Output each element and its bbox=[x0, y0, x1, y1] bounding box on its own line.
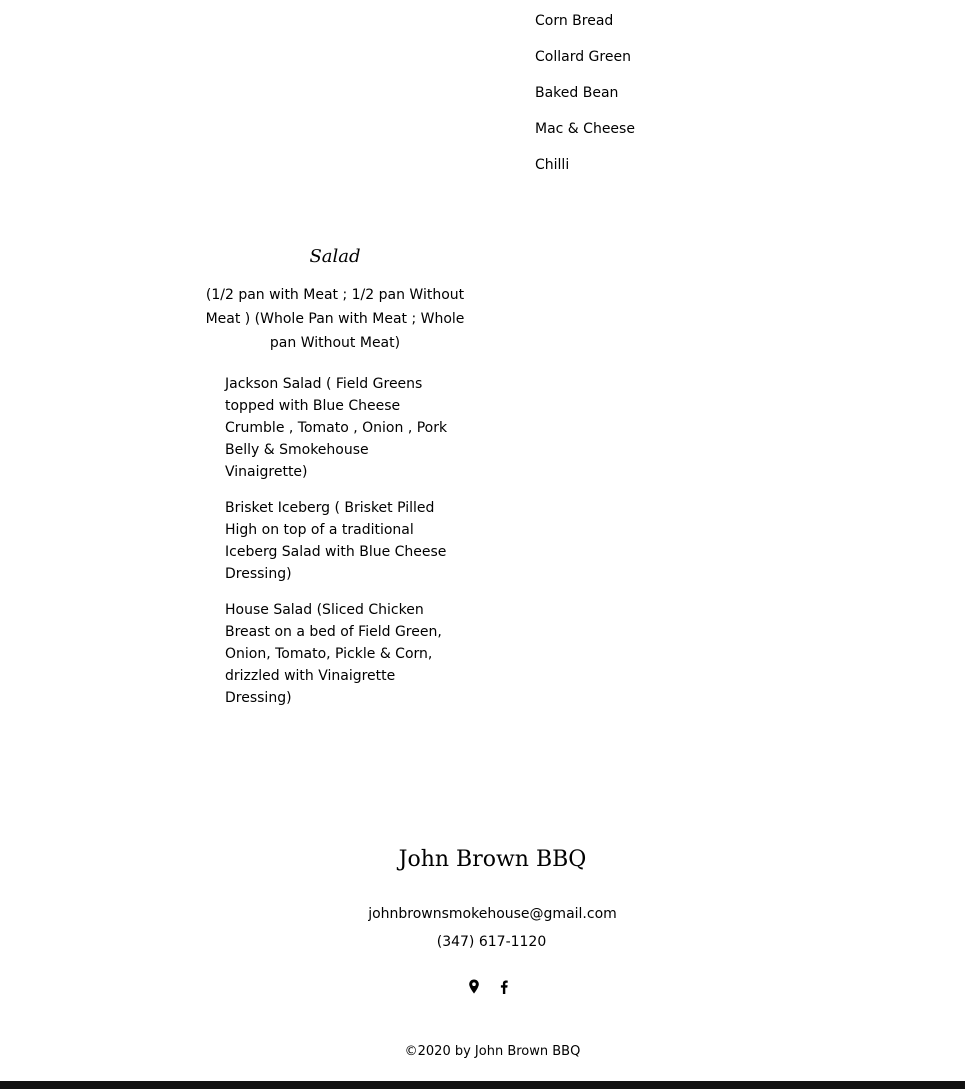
sides-item-chilli: Chilli bbox=[535, 157, 570, 173]
footer-email-link[interactable]: johnbrownsmokehouse@gmail.com bbox=[368, 906, 617, 922]
salad-item-brisket-iceberg: Brisket Iceberg ( Brisket Pilled High on top of a traditional Iceberg Salad with Blue Cheese Dressing) bbox=[225, 500, 447, 582]
footer-copyright: ©2020 by John Brown BBQ bbox=[404, 1044, 581, 1059]
sides-item-mac-cheese: Mac & Cheese bbox=[535, 121, 635, 137]
footer-phone-number: (347) 617-1120 bbox=[436, 934, 547, 950]
salad-pan-sizes: (1/2 pan with Meat ; 1/2 pan Without Meat ) (Whole Pan with Meat ; Whole pan Without Meat) bbox=[205, 287, 465, 351]
sides-item-collard-green: Collard Green bbox=[535, 49, 631, 65]
sides-item-baked-bean: Baked Bean bbox=[535, 85, 619, 101]
sides-item-corn-bread: Corn Bread bbox=[535, 13, 614, 29]
salad-menu-list bbox=[225, 373, 450, 723]
salad-item-house: House Salad (Sliced Chicken Breast on a bed of Field Green, Onion, Tomato, Pickle & Corn, drizzled with Vinaigrette Dressing) bbox=[225, 602, 442, 706]
social-bar bbox=[466, 978, 512, 996]
salad-section-title: Salad bbox=[309, 246, 361, 267]
facebook-icon[interactable] bbox=[496, 978, 512, 996]
map-pin-icon[interactable] bbox=[466, 978, 482, 996]
bottom-bar bbox=[0, 1081, 965, 1089]
sides-menu-list bbox=[535, 9, 635, 189]
salad-item-jackson: Jackson Salad ( Field Greens topped with Blue Cheese Crumble , Tomato , Onion , Pork Belly & Smokehouse Vinaigrette) bbox=[225, 376, 448, 480]
footer-brand-name: John Brown BBQ bbox=[398, 847, 587, 872]
